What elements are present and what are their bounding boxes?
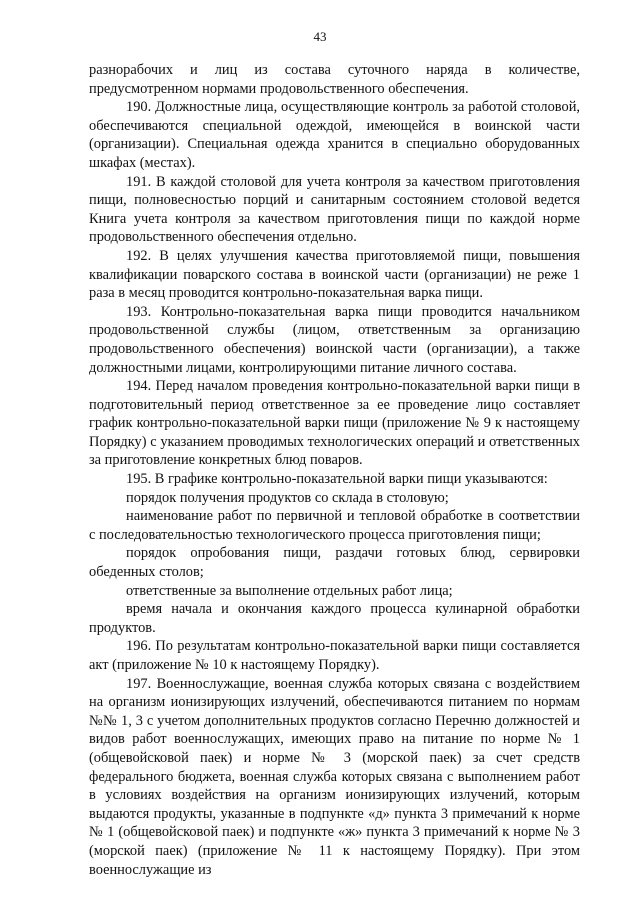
paragraph: 193. Контрольно-показательная варка пищи проводится начальником продовольственной службы (лицом, ответственным за организацию продовольственного обеспечения) воинской части (организации), а также должностными лицами, контролирующими питание личного состава. xyxy=(89,303,580,376)
paragraph: ответственные за выполнение отдельных работ лица; xyxy=(126,582,453,599)
paragraph: наименование работ по первичной и тепловой обработке в соответствии с последовательностью технологического процесса приготовления пищи; xyxy=(89,508,580,543)
paragraph: 196. По результатам контрольно-показательной варки пищи составляется акт (приложение № 10 к настоящему Порядку). xyxy=(89,638,580,673)
document-body xyxy=(89,61,580,879)
paragraph: 195. В графике контрольно-показательной варки пищи указываются: xyxy=(126,471,548,488)
page-number: 43 xyxy=(313,29,327,44)
paragraph: 190. Должностные лица, осуществляющие контроль за работой столовой, обеспечиваются специальной одеждой, имеющейся в воинской части (организации). Специальная одежда хранится в специально оборудованных шкафах (местах). xyxy=(89,99,580,171)
paragraph: 197. Военнослужащие, военная служба которых связана с воздействием на организм ионизирующих излучений, обеспечиваются питанием по нормам №№ 1, 3 с учетом дополнительных продуктов согласно Перечню должностей и видов работ военнослужащих, имеющих право на питание по норме № 1 (общевойсковой паек) и норме № 3 (морской паек) за счет средств федерального бюджета, военная служба которых связана с выполнением работ в условиях воздействия на организм ионизирующих излучений, которым выдаются продукты, указанные в подпункте «д» пункта 3 примечаний к норме № 1 (общевойсковой паек) и подпункте «ж» пункта 3 примечаний к норме № 3 (морской паек) (приложение № 11 к настоящему Порядку). При этом военнослужащие из xyxy=(89,675,580,878)
paragraph: 192. В целях улучшения качества приготовляемой пищи, повышения квалификации поварского состава в воинской части (организации) не реже 1 раза в месяц проводится контрольно-показательная варка пищи. xyxy=(89,247,580,302)
paragraph: время начала и окончания каждого процесса кулинарной обработки продуктов. xyxy=(89,601,580,636)
paragraph: разнорабочих и лиц из состава суточного наряда в количестве, предусмотренном нормами продовольственного обеспечения. xyxy=(89,62,580,97)
paragraph: 194. Перед началом проведения контрольно-показательной варки пищи в подготовительный период ответственное за ее проведение лицо составляет график контрольно-показательной варки пищи (приложение № 9 к настоящему Порядку) с указанием проводимых технологических операций и ответственных за приготовление конкретных блюд поваров. xyxy=(89,378,580,469)
paragraph: 191. В каждой столовой для учета контроля за качеством приготовления пищи, полновесностью порций и санитарным состоянием столовой ведется Книга учета контроля за качеством приготовления пищи по каждой норме продовольственного обеспечения отдельно. xyxy=(89,173,580,246)
paragraph: порядок опробования пищи, раздачи готовых блюд, сервировки обеденных столов; xyxy=(89,545,580,581)
paragraph: порядок получения продуктов со склада в столовую; xyxy=(126,489,449,506)
